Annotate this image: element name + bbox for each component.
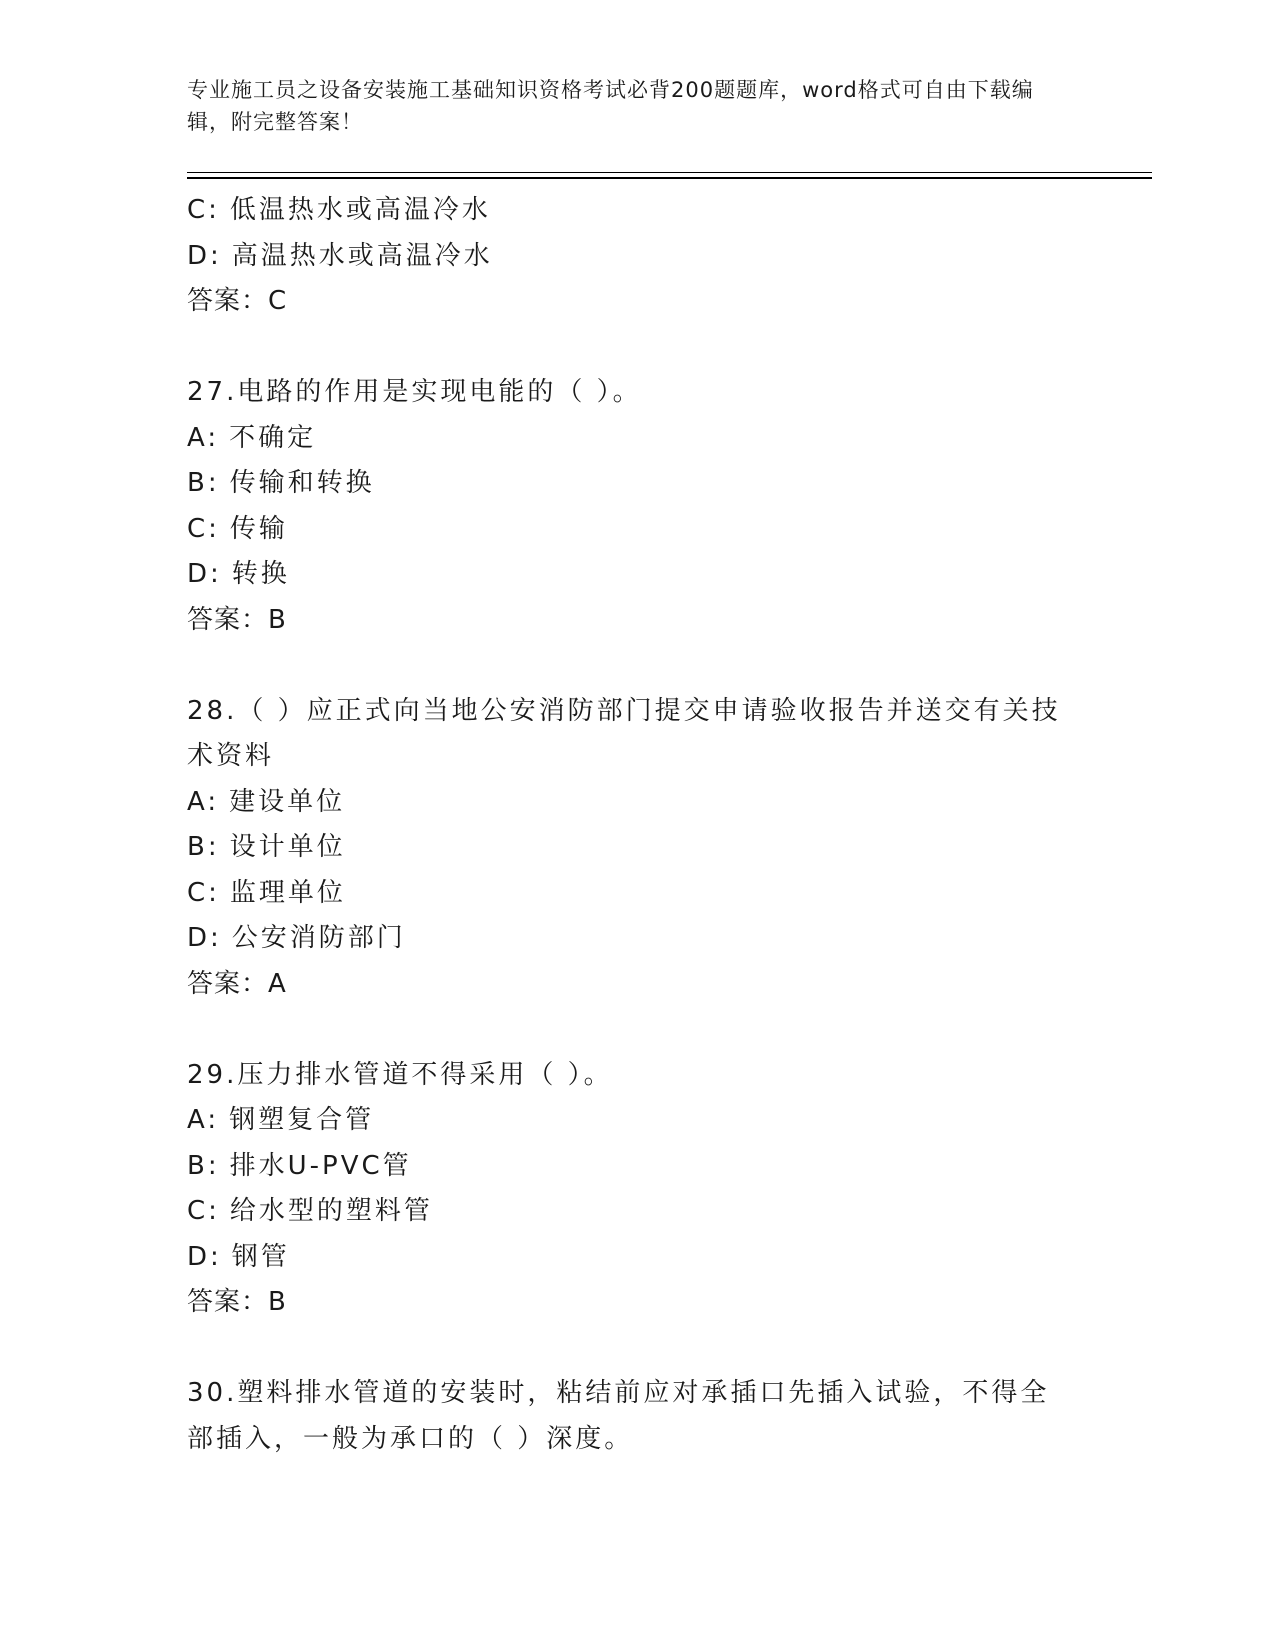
option-text: 低温热水或高温冷水 <box>229 195 491 225</box>
question-text: （ ）应正式向当地公安消防部门提交申请验收报告并送交有关技术资料 <box>187 695 1061 771</box>
question-28 <box>187 689 1067 780</box>
answer-label: 答案： <box>187 968 269 999</box>
option-letter: A <box>187 1105 208 1135</box>
option-letter: B <box>187 832 208 862</box>
question-number: 30. <box>187 1378 238 1408</box>
question-text: 塑料排水管道的安装时，粘结前应对承插口先插入试验，不得全部插入，一般为承口的（ ）深度。 <box>187 1378 1050 1454</box>
option-item <box>187 1235 1067 1281</box>
option-letter: C <box>187 513 209 544</box>
option-separator: : <box>207 1105 220 1135</box>
option-separator: : <box>210 559 222 589</box>
answer-label: 答案： <box>187 286 269 316</box>
answer-value: C <box>268 286 288 316</box>
option-separator: : <box>207 832 220 862</box>
option-text: 钢管 <box>231 1241 290 1272</box>
option-item <box>187 416 1067 462</box>
option-text: 给水型的塑料管 <box>229 1196 433 1226</box>
option-letter: B <box>187 1150 208 1181</box>
option-separator: : <box>207 786 220 817</box>
question-number: 29. <box>187 1059 238 1090</box>
option-separator: : <box>207 468 220 498</box>
question-29 <box>187 1053 1067 1099</box>
header-rule-thin <box>187 172 1152 173</box>
spacer <box>187 643 1067 689</box>
answer-label: 答案： <box>187 1287 269 1317</box>
option-item <box>187 1098 1067 1144</box>
question-27 <box>187 370 1067 416</box>
option-text: 高温热水或高温冷水 <box>231 240 493 271</box>
option-item <box>187 507 1067 553</box>
option-letter: C <box>187 1196 209 1226</box>
answer-line <box>187 598 1067 644</box>
option-text: 设计单位 <box>229 832 346 862</box>
question-number: 28. <box>187 695 238 726</box>
option-separator: : <box>210 923 222 953</box>
option-separator: : <box>208 195 220 225</box>
question-list <box>187 188 1067 1462</box>
option-item <box>187 1144 1067 1190</box>
option-letter: C <box>187 195 209 225</box>
answer-value: B <box>268 1287 287 1317</box>
spacer <box>187 1326 1067 1372</box>
option-item <box>187 780 1067 826</box>
option-separator: : <box>207 422 220 453</box>
option-item <box>187 916 1067 962</box>
header-rule-thick <box>187 177 1152 179</box>
option-letter: D <box>187 559 211 589</box>
answer-value: B <box>268 604 287 635</box>
option-text: 钢塑复合管 <box>229 1105 375 1135</box>
question-text: 压力排水管道不得采用（ ）。 <box>237 1059 613 1090</box>
answer-label: 答案： <box>187 604 269 635</box>
option-separator: : <box>208 877 220 908</box>
option-item <box>187 234 1067 280</box>
option-item <box>187 188 1067 234</box>
option-item <box>187 825 1067 871</box>
spacer <box>187 1007 1067 1053</box>
answer-line <box>187 1280 1067 1326</box>
answer-line <box>187 279 1067 325</box>
option-text: 传输和转换 <box>229 468 375 498</box>
spacer <box>187 325 1067 371</box>
option-item <box>187 461 1067 507</box>
option-separator: : <box>208 1196 220 1226</box>
option-item <box>187 552 1067 598</box>
option-letter: A <box>187 786 208 817</box>
option-text: 传输 <box>229 513 288 544</box>
option-separator: : <box>210 240 222 271</box>
question-number: 27. <box>187 377 238 407</box>
question-text: 电路的作用是实现电能的（ ）。 <box>237 377 642 407</box>
option-text: 不确定 <box>229 422 317 453</box>
option-letter: D <box>187 240 211 271</box>
option-text: 公安消防部门 <box>231 923 406 953</box>
option-letter: D <box>187 1241 211 1272</box>
document-header <box>187 74 1067 138</box>
option-letter: D <box>187 923 211 953</box>
option-separator: : <box>210 1241 222 1272</box>
option-item <box>187 871 1067 917</box>
header-title: 专业施工员之设备安装施工基础知识资格考试必背200题题库，word格式可自由下载编辑，附完整答案！ <box>187 78 1034 134</box>
option-letter: B <box>187 468 208 498</box>
option-letter: A <box>187 422 208 453</box>
option-separator: : <box>208 513 220 544</box>
option-separator: : <box>207 1150 220 1181</box>
option-text: 监理单位 <box>229 877 346 908</box>
option-text: 排水U-PVC管 <box>229 1150 412 1181</box>
option-text: 转换 <box>231 559 290 589</box>
answer-line <box>187 962 1067 1008</box>
option-letter: C <box>187 877 209 908</box>
option-text: 建设单位 <box>229 786 346 817</box>
question-30 <box>187 1371 1067 1462</box>
option-item <box>187 1189 1067 1235</box>
answer-value: A <box>268 968 287 999</box>
